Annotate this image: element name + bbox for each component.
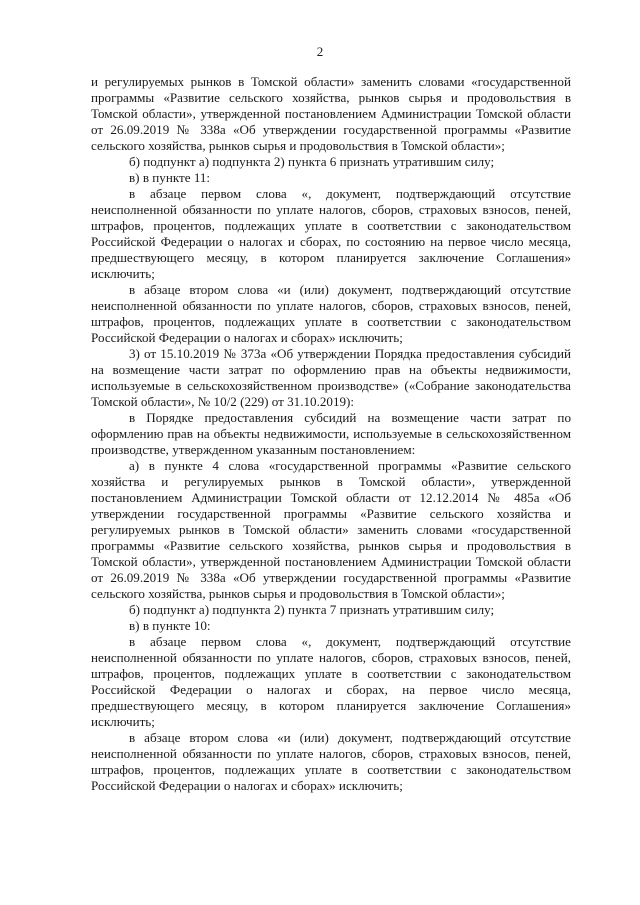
paragraph-first-abzac-1: в абзаце первом слова «, документ, подтверждающий отсутствие неисполненной обязанности по уплате налогов, сборов, страховых взносов, пеней, штрафов, процентов, подлежащих уплате в соответствии с законодательством Российской Федерации о налогах и сборах, по состоянию на первое число месяца, предшествующего месяцу, в котором планируется заключение Соглашения» исключить; [91, 186, 571, 281]
document-body [91, 74, 571, 794]
paragraph-item-a-2: а) в пункте 4 слова «государственной программы «Развитие сельского хозяйства и регулируемых рынков в Томской области», утвержденной постановлением Администрации Томской области от 12.12.2014 № 485а «Об утверждении государственной программы «Развитие сельского хозяйства и регулируемых рынков в Томской области» заменить словами «государственной программы «Развитие сельского хозяйства, рынков сырья и продовольствия в Томской области», утвержденной постановлением Администрации Томской области от 26.09.2019 № 338а «Об утверждении государственной программы «Развитие сельского хозяйства, рынков сырья и продовольствия в Томской области»; [91, 458, 571, 601]
paragraph-item-b-2: б) подпункт а) подпункта 2) пункта 7 признать утратившим силу; [129, 602, 495, 617]
paragraph-item-3: 3) от 15.10.2019 № 373а «Об утверждении Порядка предоставления субсидий на возмещение части затрат по оформлению прав на объекты недвижимости, используемые в сельскохозяйственном производстве» («Собрание законодательства Томской области», № 10/2 (229) от 31.10.2019): [91, 346, 571, 409]
paragraph-item-v-1: в) в пункте 11: [129, 170, 211, 185]
paragraph-first-abzac-2: в абзаце первом слова «, документ, подтверждающий отсутствие неисполненной обязанности по уплате налогов, сборов, страховых взносов, пеней, штрафов, процентов, подлежащих уплате в соответствии с законодательством Российской Федерации о налогах и сборах, на первое число месяца, предшествующего месяцу, в котором планируется заключение Соглашения» исключить; [91, 634, 571, 729]
paragraph-order-intro: в Порядке предоставления субсидий на возмещение части затрат по оформлению прав на объекты недвижимости, используемые в сельскохозяйственном производстве, утвержденном указанным постановлением: [91, 410, 571, 457]
paragraph-item-v-2: в) в пункте 10: [129, 618, 211, 633]
paragraph-second-abzac-2: в абзаце втором слова «и (или) документ, подтверждающий отсутствие неисполненной обязанности по уплате налогов, сборов, страховых взносов, пеней, штрафов, процентов, подлежащих уплате в соответствии с законодательством Российской Федерации о налогах и сборах» исключить; [91, 730, 571, 793]
paragraph-item-b-1: б) подпункт а) подпункта 2) пункта 6 признать утратившим силу; [129, 154, 495, 169]
paragraph-second-abzac-1: в абзаце втором слова «и (или) документ, подтверждающий отсутствие неисполненной обязанности по уплате налогов, сборов, страховых взносов, пеней, штрафов, процентов, подлежащих уплате в соответствии с законодательством Российской Федерации о налогах и сборах» исключить; [91, 282, 571, 345]
paragraph-continuation: и регулируемых рынков в Томской области» заменить словами «государственной программы «Развитие сельского хозяйства, рынков сырья и продовольствия в Томской области», утвержденной постановлением Администрации Томской области от 26.09.2019 № 338а «Об утверждении государственной программы «Развитие сельского хозяйства, рынков сырья и продовольствия в Томской области»; [91, 74, 571, 153]
page-number: 2 [316, 44, 324, 59]
